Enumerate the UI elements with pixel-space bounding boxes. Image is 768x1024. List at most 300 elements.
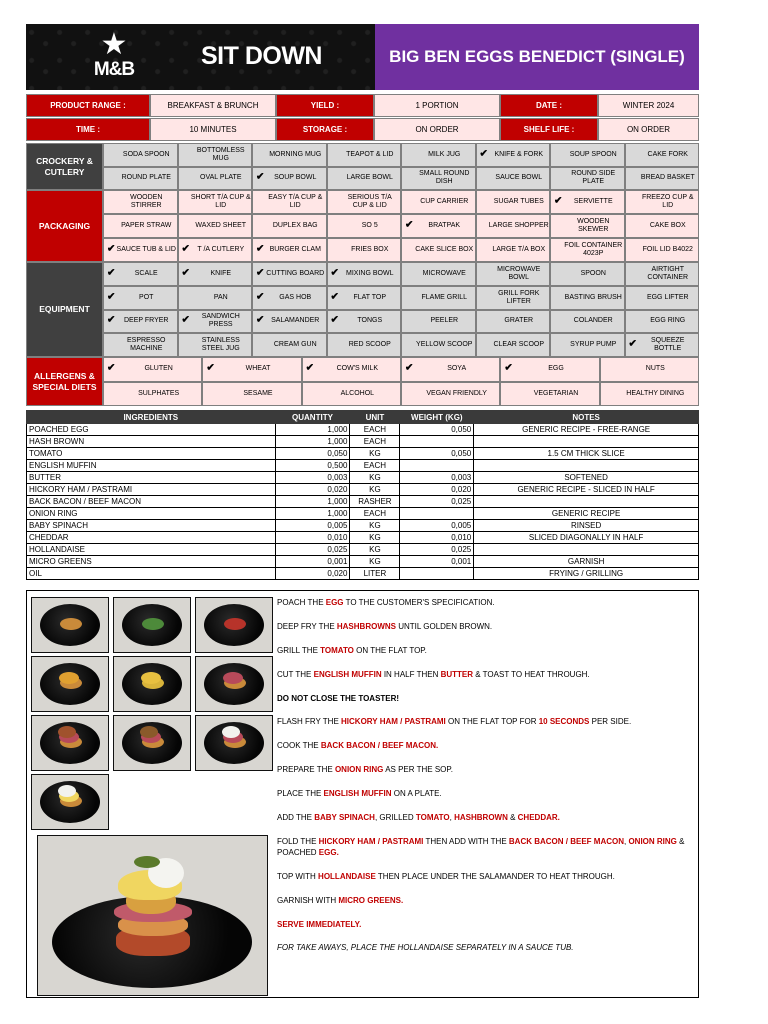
packaging-item-label: SHORT T/A CUP & LID — [190, 194, 251, 209]
crockery-item-label: BREAD BASKET — [640, 174, 695, 182]
cell-notes — [474, 496, 699, 508]
cell-notes: SLICED DIAGONALLY IN HALF — [474, 532, 699, 544]
allergens-item-vegan-friendly — [401, 382, 500, 407]
cell-quantity: 0,001 — [275, 556, 350, 568]
step-text: FLASH FRY THE — [277, 717, 342, 727]
crockery-category: CROCKERY & CUTLERY — [26, 143, 103, 190]
packaging-item-duplex-bag — [252, 214, 327, 238]
table-row — [27, 436, 699, 448]
crockery-item-morning-mug — [252, 143, 327, 167]
step-text: PER SIDE. — [589, 717, 632, 727]
cell-unit: EACH — [350, 460, 400, 472]
step-text: , GRILLED — [374, 813, 416, 823]
step-text: TOMATO — [320, 645, 354, 655]
method-step — [277, 740, 697, 751]
equipment-category: EQUIPMENT — [26, 262, 103, 357]
method-step — [277, 597, 697, 608]
equipment-item-airtight-container — [625, 262, 700, 286]
step-text: BABY SPINACH — [314, 813, 375, 823]
cell-notes: SOFTENED — [474, 472, 699, 484]
packaging-item-wooden-stirrer — [103, 190, 178, 214]
crockery-item-oval-plate — [178, 167, 253, 191]
cell-weight-kg — [400, 568, 474, 580]
equipment-item-peeler — [401, 310, 476, 334]
col-header-notes: NOTES — [474, 411, 699, 424]
equipment-item-label: GRILL FORK LIFTER — [498, 289, 540, 305]
checkmark-icon: ✔ — [479, 148, 488, 160]
equipment-item-mixing-bowl — [327, 262, 402, 286]
equipment-item-gas-hob — [252, 286, 327, 310]
table-row — [27, 424, 699, 436]
equipment-item-label: SYRUP PUMP — [570, 341, 617, 349]
col-header-weight-kg: WEIGHT (KG) — [400, 411, 474, 424]
checkmark-icon: ✔ — [181, 314, 190, 326]
cell-quantity: 0,005 — [275, 520, 350, 532]
packaging-item-label: WAXED SHEET — [195, 222, 247, 229]
equipment-item-label: PEELER — [430, 317, 459, 325]
cell-quantity: 0,025 — [275, 544, 350, 556]
cell-weight-kg: 0,050 — [400, 424, 474, 436]
equipment-item-label: FLAME GRILL — [421, 293, 467, 301]
cell-weight-kg: 0,003 — [400, 472, 474, 484]
equipment-item-label: GAS HOB — [279, 293, 312, 301]
packaging-item-label: SUGAR TUBES — [493, 198, 544, 205]
step-text: AS PER THE SOP. — [383, 765, 453, 775]
equipment-item-label: STAINLESS STEEL JUG — [201, 337, 240, 353]
equipment-item-basting-brush — [550, 286, 625, 310]
step-text: GRILL THE — [277, 645, 321, 655]
checkmark-icon: ✔ — [256, 314, 265, 326]
cell-notes: 1.5 CM THICK SLICE — [474, 448, 699, 460]
checkmark-icon: ✔ — [256, 171, 265, 183]
step-text: EGG — [325, 598, 344, 607]
star-icon: ★ — [100, 28, 128, 61]
packaging-item-label: DUPLEX BAG — [272, 222, 318, 229]
equipment-item-grater — [476, 310, 551, 334]
checkmark-icon: ✔ — [330, 267, 339, 279]
crockery-item-teapot-lid — [327, 143, 402, 167]
checkmark-icon: ✔ — [107, 267, 116, 279]
step-text: , — [449, 813, 455, 823]
step-text: BUTTER — [440, 669, 474, 679]
cell-unit: KG — [350, 556, 400, 568]
equipment-item-syrup-pump — [550, 333, 625, 357]
equipment-item-cream-gun — [252, 333, 327, 357]
equipment-item-label: YELLOW SCOOP — [416, 341, 473, 349]
step-photo — [113, 656, 191, 712]
cell-ingredients: CHEDDAR — [27, 532, 276, 544]
step-text: ENGLISH MUFFIN — [323, 789, 392, 799]
checkmark-icon: ✔ — [206, 362, 215, 374]
cell-notes — [474, 436, 699, 448]
packaging-item-label: WOODEN STIRRER — [130, 194, 163, 209]
method-steps — [277, 597, 697, 966]
equipment-item-label: MIXING BOWL — [346, 269, 394, 277]
step-text: HICKORY HAM / PASTRAMI — [341, 717, 446, 727]
step-text: UNTIL GOLDEN BROWN. — [395, 621, 493, 631]
equipment-item-pan — [178, 286, 253, 310]
step-photo — [31, 774, 109, 830]
product-range-label: PRODUCT RANGE : — [26, 94, 150, 117]
packaging-item-label: LARGE SHOPPER — [488, 222, 549, 229]
allergens-item-sulphates — [103, 382, 202, 407]
equipment-item-grill-fork-lifter — [476, 286, 551, 310]
step-text: ON THE FLAT TOP. — [353, 645, 427, 655]
step-text: & POACHED — [277, 836, 685, 857]
crockery-item-round-plate — [103, 167, 178, 191]
cell-ingredients: OIL — [27, 568, 276, 580]
step-photo — [31, 597, 109, 653]
yield-value: 1 PORTION — [374, 94, 500, 117]
step-text: BACK BACON / BEEF MACON. — [320, 741, 439, 751]
cell-ingredients: HICKORY HAM / PASTRAMI — [27, 484, 276, 496]
checkmark-icon: ✔ — [554, 195, 563, 207]
table-row — [27, 472, 699, 484]
cell-unit: EACH — [350, 436, 400, 448]
cell-weight-kg: 0,050 — [400, 448, 474, 460]
cell-notes: RINSED — [474, 520, 699, 532]
equipment-item-salamander — [252, 310, 327, 334]
equipment-item-label: DEEP FRYER — [124, 317, 169, 325]
crockery-item-label: SOUP BOWL — [274, 174, 317, 182]
crockery-item-label: LARGE BOWL — [346, 174, 393, 182]
method-step — [277, 693, 697, 704]
cell-weight-kg — [400, 436, 474, 448]
equipment-item-label: SANDWICH PRESS — [201, 313, 240, 329]
brand-name: M&B — [93, 59, 135, 80]
cell-quantity: 0,010 — [275, 532, 350, 544]
packaging-item-label: T /A CUTLERY — [197, 246, 245, 253]
cell-unit: KG — [350, 484, 400, 496]
packaging-item-so-5 — [327, 214, 402, 238]
allergens-item-label: NUTS — [645, 365, 665, 373]
equipment-item-label: EGG LIFTER — [646, 293, 689, 301]
step-text: & TOAST TO HEAT THROUGH. — [473, 669, 590, 679]
dish-title: BIG BEN EGGS BENEDICT (SINGLE) — [375, 24, 699, 90]
checkmark-icon: ✔ — [107, 314, 116, 326]
crockery-item-label: ROUND SIDE PLATE — [571, 170, 616, 186]
cell-quantity: 0,003 — [275, 472, 350, 484]
method-step — [277, 871, 697, 882]
final-dish-photo — [37, 835, 268, 996]
equipment-item-label: RED SCOOP — [348, 341, 391, 349]
equipment-item-flat-top — [327, 286, 402, 310]
packaging-item-label: CAKE SLICE BOX — [415, 246, 474, 253]
packaging-item-paper-straw — [103, 214, 178, 238]
step-text: TOMATO — [415, 813, 450, 823]
checkmark-icon: ✔ — [107, 243, 116, 255]
equipment-item-label: SALAMANDER — [271, 317, 320, 325]
allergens-item-label: SOYA — [447, 365, 467, 373]
step-photo — [113, 715, 191, 771]
cell-weight-kg: 0,010 — [400, 532, 474, 544]
step-text: FOR TAKE AWAYS, PLACE THE HOLLANDAISE SEPARATELY IN A SAUCE TUB. — [277, 943, 574, 953]
step-text: BACK BACON / BEEF MACON — [508, 836, 624, 846]
equipment-item-label: TONGS — [357, 317, 383, 325]
packaging-item-wooden-skewer — [550, 214, 625, 238]
packaging-item-cup-carrier — [401, 190, 476, 214]
ingredients-table — [26, 410, 699, 580]
crockery-item-label: KNIFE & FORK — [494, 150, 544, 158]
cell-unit: EACH — [350, 424, 400, 436]
step-text: CUT THE — [277, 669, 314, 679]
packaging-item-label: BRATPAK — [428, 222, 461, 229]
shelf-life-label: SHELF LIFE : — [500, 118, 598, 141]
equipment-item-label: SPOON — [580, 269, 606, 277]
equipment-item-scale — [103, 262, 178, 286]
allergens-item-label: HEALTHY DINING — [626, 389, 685, 397]
step-text: SERVE IMMEDIATELY. — [277, 919, 362, 929]
step-text: ONION RING — [334, 765, 384, 775]
method-step — [277, 836, 697, 858]
packaging-item-label: EASY T/A CUP & LID — [268, 194, 323, 209]
packaging-item-label: PAPER STRAW — [121, 222, 172, 229]
equipment-item-pot — [103, 286, 178, 310]
allergens-item-label: WHEAT — [245, 365, 271, 373]
equipment-item-label: AIRTIGHT CONTAINER — [647, 265, 689, 281]
allergens-item-sesame — [202, 382, 301, 407]
equipment-item-squeeze-bottle — [625, 333, 700, 357]
cell-quantity: 0,020 — [275, 568, 350, 580]
crockery-item-small-round-dish — [401, 167, 476, 191]
equipment-item-clear-scoop — [476, 333, 551, 357]
cell-notes: GENERIC RECIPE - FREE-RANGE — [474, 424, 699, 436]
step-photo — [31, 656, 109, 712]
packaging-item-label: FOIL CONTAINER 4023P — [564, 242, 623, 257]
step-photo — [195, 715, 273, 771]
time-label: TIME : — [26, 118, 150, 141]
ingredients-header-row — [27, 411, 699, 424]
packaging-item-foil-container-4023p — [550, 238, 625, 262]
method-step — [277, 645, 697, 656]
packaging-item-waxed-sheet — [178, 214, 253, 238]
checkmark-icon: ✔ — [330, 314, 339, 326]
step-text: FOLD THE — [277, 836, 319, 846]
equipment-item-label: GRATER — [504, 317, 534, 325]
cell-unit: KG — [350, 520, 400, 532]
step-photo — [195, 656, 273, 712]
cell-ingredients: TOMATO — [27, 448, 276, 460]
table-row — [27, 532, 699, 544]
yield-label: YIELD : — [276, 94, 374, 117]
step-text: DEEP FRY THE — [277, 621, 337, 631]
cell-ingredients: BABY SPINACH — [27, 520, 276, 532]
equipment-item-cutting-board — [252, 262, 327, 286]
method-step — [277, 812, 697, 823]
equipment-item-label: ESPRESSO MACHINE — [126, 337, 166, 353]
cell-ingredients: POACHED EGG — [27, 424, 276, 436]
crockery-item-label: ROUND PLATE — [121, 174, 171, 182]
equipment-item-tongs — [327, 310, 402, 334]
cell-notes — [474, 544, 699, 556]
step-text: THEN ADD WITH THE — [423, 836, 509, 846]
equipment-item-label: POT — [139, 293, 154, 301]
table-row — [27, 484, 699, 496]
checkmark-icon: ✔ — [107, 291, 116, 303]
allergens-category: ALLERGENS & SPECIAL DIETS — [26, 357, 103, 406]
crockery-item-bread-basket — [625, 167, 700, 191]
method-step — [277, 716, 697, 727]
checkmark-icon: ✔ — [256, 267, 265, 279]
cell-weight-kg: 0,001 — [400, 556, 474, 568]
equipment-item-label: FLAT TOP — [353, 293, 387, 301]
allergens-item-label: VEGETARIAN — [533, 389, 579, 397]
date-label: DATE : — [500, 94, 598, 117]
checkmark-icon: ✔ — [305, 362, 315, 374]
cell-ingredients: ENGLISH MUFFIN — [27, 460, 276, 472]
storage-label: STORAGE : — [276, 118, 374, 141]
method-step — [277, 919, 697, 930]
step-text: PREPARE THE — [277, 765, 335, 775]
packaging-item-large-shopper — [476, 214, 551, 238]
packaging-item-cake-box — [625, 214, 700, 238]
allergens-item-cow-s-milk — [302, 357, 401, 382]
cell-unit: LITER — [350, 568, 400, 580]
step-text: ON THE FLAT TOP FOR — [445, 717, 539, 727]
cell-quantity: 0,020 — [275, 484, 350, 496]
allergens-item-label: VEGAN FRIENDLY — [426, 389, 487, 397]
table-row — [27, 556, 699, 568]
cell-unit: KG — [350, 472, 400, 484]
step-text: POACH THE — [277, 598, 326, 607]
crockery-item-label: CAKE FORK — [647, 150, 688, 158]
cell-weight-kg: 0,025 — [400, 544, 474, 556]
step-text: ONION RING — [628, 836, 677, 846]
packaging-item-bratpak — [401, 214, 476, 238]
cell-quantity: 0,050 — [275, 448, 350, 460]
allergens-item-label: GLUTEN — [144, 365, 173, 373]
cell-notes: GENERIC RECIPE — [474, 508, 699, 520]
allergens-item-healthy-dining — [600, 382, 699, 407]
step-photo — [113, 597, 191, 653]
allergens-item-gluten — [103, 357, 202, 382]
crockery-item-soda-spoon — [103, 143, 178, 167]
col-header-quantity: QUANTITY — [275, 411, 350, 424]
packaging-item-label: SERIOUS T/A CUP & LID — [347, 194, 392, 209]
equipment-item-stainless-steel-jug — [178, 333, 253, 357]
packaging-item-label: BURGER CLAM — [269, 246, 321, 253]
cell-unit: KG — [350, 448, 400, 460]
step-text: ENGLISH MUFFIN — [313, 669, 382, 679]
equipment-item-egg-ring — [625, 310, 700, 334]
cell-ingredients: BACK BACON / BEEF MACON — [27, 496, 276, 508]
equipment-item-label: COLANDER — [573, 317, 613, 325]
checkmark-icon: ✔ — [504, 362, 513, 374]
col-header-unit: UNIT — [350, 411, 400, 424]
step-photo — [31, 715, 109, 771]
cell-weight-kg: 0,005 — [400, 520, 474, 532]
cell-quantity: 1,000 — [275, 508, 350, 520]
equipment-item-label: BASTING BRUSH — [564, 293, 622, 301]
product-range-value: BREAKFAST & BRUNCH — [150, 94, 276, 117]
cell-unit: RASHER — [350, 496, 400, 508]
allergens-item-wheat — [202, 357, 301, 382]
checkmark-icon: ✔ — [181, 267, 190, 279]
cell-ingredients: HASH BROWN — [27, 436, 276, 448]
step-text: ON A PLATE. — [391, 789, 442, 799]
packaging-item-large-t-a-box — [476, 238, 551, 262]
header-brand-panel — [26, 24, 375, 90]
table-row — [27, 568, 699, 580]
packaging-item-label: SAUCE TUB & LID — [116, 246, 176, 253]
equipment-item-egg-lifter — [625, 286, 700, 310]
crockery-item-label: MILK JUG — [428, 150, 461, 158]
date-value: WINTER 2024 — [598, 94, 699, 117]
allergens-item-label: ALCOHOL — [340, 389, 375, 397]
cell-quantity: 1,000 — [275, 436, 350, 448]
time-value: 10 MINUTES — [150, 118, 276, 141]
method-step — [277, 669, 697, 680]
equipment-item-label: SQUEEZE BOTTLE — [651, 337, 685, 353]
step-text: DO NOT CLOSE THE TOASTER! — [277, 693, 400, 703]
crockery-item-label: BOTTOMLESS MUG — [196, 146, 245, 162]
packaging-item-sugar-tubes — [476, 190, 551, 214]
method-step — [277, 764, 697, 775]
packaging-item-foil-lid-b4022 — [625, 238, 700, 262]
crockery-item-label: SODA SPOON — [122, 150, 170, 158]
equipment-item-flame-grill — [401, 286, 476, 310]
mb-logo — [84, 30, 144, 86]
allergens-item-vegetarian — [500, 382, 599, 407]
equipment-item-red-scoop — [327, 333, 402, 357]
cell-quantity: 1,000 — [275, 496, 350, 508]
packaging-item-label: CAKE BOX — [649, 222, 686, 229]
table-row — [27, 508, 699, 520]
step-text: TO THE CUSTOMER'S SPECIFICATION. — [343, 598, 495, 607]
step-text: PLACE THE — [277, 789, 324, 799]
method-step — [277, 788, 697, 799]
step-text: & — [507, 813, 518, 823]
crockery-item-milk-jug — [401, 143, 476, 167]
packaging-item-label: LARGE T/A BOX — [492, 246, 546, 253]
crockery-item-soup-bowl — [252, 167, 327, 191]
equipment-item-label: KNIFE — [210, 269, 232, 277]
step-text: , — [624, 836, 629, 846]
packaging-item-label: CUP CARRIER — [420, 198, 469, 205]
step-text: HOLLANDAISE — [318, 871, 376, 881]
packaging-item-sauce-tub-lid — [103, 238, 178, 262]
crockery-item-label: SMALL ROUND DISH — [419, 170, 470, 186]
checkmark-icon: ✔ — [181, 243, 190, 255]
step-photo — [195, 597, 273, 653]
storage-value: ON ORDER — [374, 118, 500, 141]
equipment-item-sandwich-press — [178, 310, 253, 334]
equipment-item-label: MICROWAVE BOWL — [497, 265, 541, 281]
allergens-item-label: EGG — [548, 365, 564, 373]
table-row — [27, 448, 699, 460]
allergens-item-soya — [401, 357, 500, 382]
cell-unit: KG — [350, 532, 400, 544]
checkmark-icon: ✔ — [405, 362, 414, 374]
packaging-item-short-t-a-cup-lid — [178, 190, 253, 214]
packaging-item-t-a-cutlery — [178, 238, 253, 262]
table-row — [27, 496, 699, 508]
method-step — [277, 895, 697, 906]
cell-notes: GARNISH — [474, 556, 699, 568]
cell-unit: KG — [350, 544, 400, 556]
crockery-item-cake-fork — [625, 143, 700, 167]
crockery-item-label: MORNING MUG — [269, 150, 322, 158]
packaging-item-easy-t-a-cup-lid — [252, 190, 327, 214]
packaging-item-label: FOIL LID B4022 — [642, 246, 693, 253]
cell-quantity: 1,000 — [275, 424, 350, 436]
packaging-item-label: FREEZO CUP & LID — [641, 194, 694, 209]
step-text: GARNISH WITH — [277, 895, 339, 905]
equipment-item-label: PAN — [213, 293, 228, 301]
table-row — [27, 460, 699, 472]
cell-notes: GENERIC RECIPE - SLICED IN HALF — [474, 484, 699, 496]
shelf-life-value: ON ORDER — [598, 118, 699, 141]
